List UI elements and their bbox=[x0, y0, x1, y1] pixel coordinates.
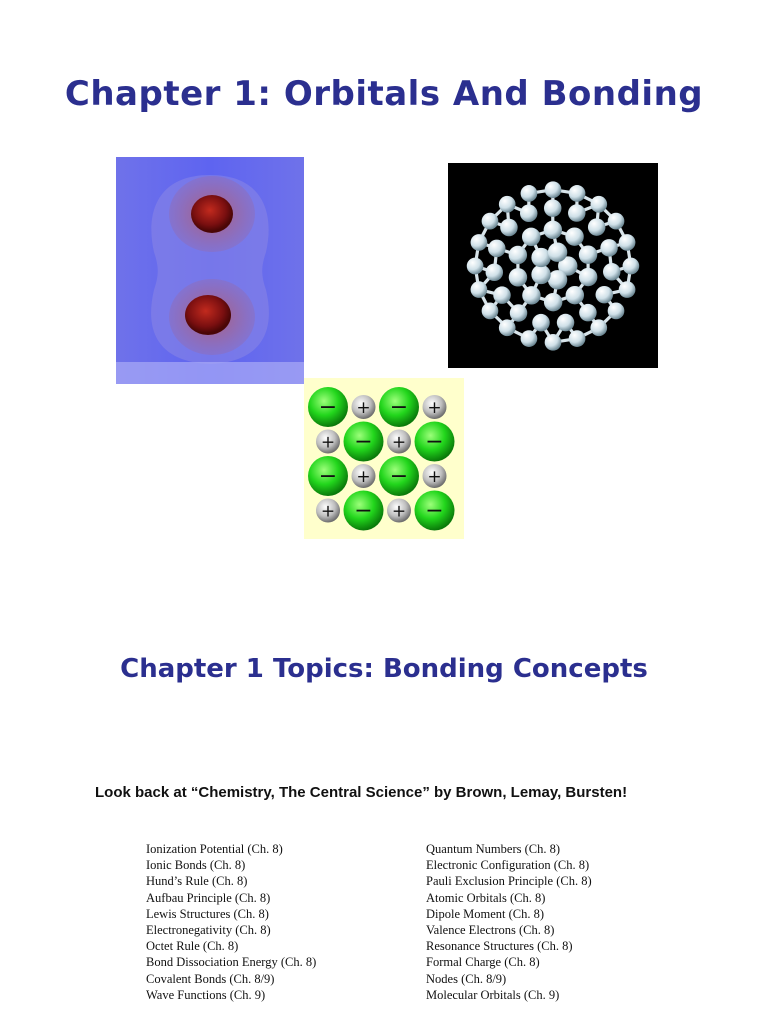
charge-label: − bbox=[318, 464, 338, 489]
cation-icon bbox=[316, 430, 340, 454]
topic-item: Pauli Exclusion Principle (Ch. 8) bbox=[426, 874, 592, 889]
topic-item: Molecular Orbitals (Ch. 9) bbox=[426, 987, 560, 1002]
topic-item: Ionic Bonds (Ch. 8) bbox=[146, 858, 246, 873]
anion-icon bbox=[308, 456, 348, 496]
topic-item: Hund’s Rule (Ch. 8) bbox=[146, 874, 248, 889]
charge-label: + bbox=[320, 501, 336, 522]
charge-label: + bbox=[391, 501, 407, 522]
topic-item: Quantum Numbers (Ch. 8) bbox=[426, 842, 561, 856]
topics-list-right bbox=[426, 841, 592, 1003]
charge-label: − bbox=[425, 498, 444, 524]
anion-icon bbox=[344, 422, 384, 462]
anion-icon bbox=[379, 387, 419, 427]
topics-heading: Chapter 1 Topics: Bonding Concepts bbox=[120, 654, 648, 684]
topics-list-left bbox=[146, 841, 316, 1003]
anion-icon bbox=[415, 422, 455, 462]
charge-label: + bbox=[427, 467, 442, 487]
anion-icon bbox=[308, 387, 348, 427]
cation-icon bbox=[316, 499, 340, 523]
page-title: Chapter 1: Orbitals And Bonding bbox=[64, 74, 704, 114]
topic-item: Covalent Bonds (Ch. 8/9) bbox=[146, 971, 275, 986]
topic-item: Wave Functions (Ch. 9) bbox=[146, 987, 266, 1002]
topic-item: Nodes (Ch. 8/9) bbox=[426, 971, 507, 986]
cation-icon bbox=[352, 395, 376, 419]
cation-icon bbox=[387, 499, 411, 523]
anion-icon bbox=[344, 491, 384, 531]
cation-icon bbox=[352, 464, 376, 488]
charge-label: + bbox=[391, 432, 407, 453]
cation-icon bbox=[387, 430, 411, 454]
topic-item: Electronegativity (Ch. 8) bbox=[146, 923, 271, 938]
p-orbital-image bbox=[116, 157, 304, 384]
anion-icon bbox=[415, 491, 455, 531]
reference-note: Look back at “Chemistry, The Central Science” by Brown, Lemay, Bursten! bbox=[95, 784, 628, 801]
cation-icon bbox=[423, 464, 447, 488]
charge-label: + bbox=[356, 467, 371, 487]
ionic-lattice-image bbox=[304, 378, 464, 539]
cation-icon bbox=[423, 395, 447, 419]
topic-item: Bond Dissociation Energy (Ch. 8) bbox=[146, 955, 317, 970]
topic-item: Atomic Orbitals (Ch. 8) bbox=[426, 890, 546, 905]
atoms bbox=[467, 181, 639, 350]
topic-item: Electronic Configuration (Ch. 8) bbox=[426, 858, 590, 873]
charge-label: − bbox=[354, 498, 373, 524]
charge-label: + bbox=[356, 398, 371, 418]
topic-item: Resonance Structures (Ch. 8) bbox=[426, 939, 573, 954]
topic-item: Valence Electrons (Ch. 8) bbox=[426, 923, 555, 938]
topic-item: Formal Charge (Ch. 8) bbox=[426, 955, 540, 970]
charge-label: − bbox=[425, 429, 444, 455]
charge-label: − bbox=[318, 395, 338, 420]
charge-label: − bbox=[389, 395, 409, 420]
charge-label: − bbox=[354, 429, 373, 455]
charge-label: + bbox=[320, 432, 336, 453]
topic-item: Octet Rule (Ch. 8) bbox=[146, 939, 239, 954]
topic-item: Ionization Potential (Ch. 8) bbox=[146, 842, 283, 856]
topic-item: Dipole Moment (Ch. 8) bbox=[426, 906, 545, 921]
charge-label: + bbox=[427, 398, 442, 418]
buckyball-image bbox=[448, 163, 658, 368]
anion-icon bbox=[379, 456, 419, 496]
topic-item: Aufbau Principle (Ch. 8) bbox=[146, 890, 271, 905]
charge-label: − bbox=[389, 464, 409, 489]
topic-item: Lewis Structures (Ch. 8) bbox=[146, 906, 269, 921]
